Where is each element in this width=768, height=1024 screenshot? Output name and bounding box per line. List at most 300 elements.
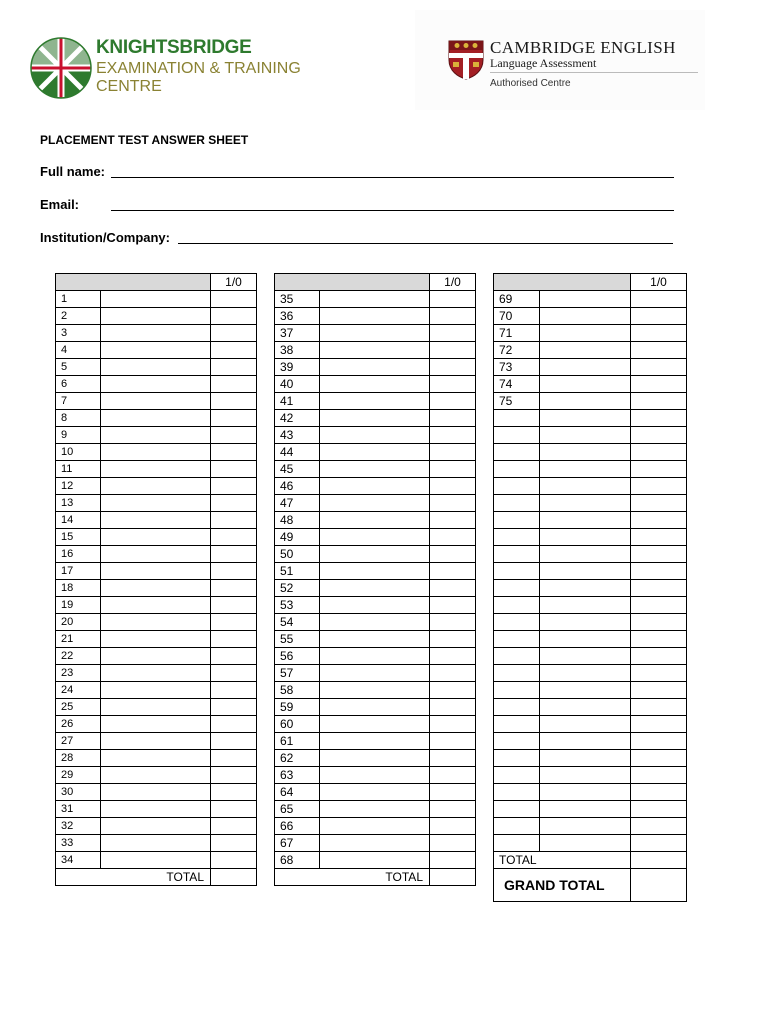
question-number: 41 xyxy=(275,393,320,410)
score-cell[interactable] xyxy=(430,461,476,478)
answer-cell[interactable] xyxy=(320,376,430,393)
answer-cell[interactable] xyxy=(540,699,631,716)
answer-cell[interactable] xyxy=(540,291,631,308)
table-row xyxy=(56,699,257,716)
score-cell[interactable] xyxy=(430,767,476,784)
score-cell[interactable] xyxy=(430,818,476,835)
answer-cell[interactable] xyxy=(540,835,631,852)
table-row xyxy=(56,801,257,818)
score-cell[interactable] xyxy=(211,529,257,546)
answer-cell[interactable] xyxy=(320,291,430,308)
score-cell[interactable] xyxy=(631,563,687,580)
question-number: 33 xyxy=(56,835,101,852)
answer-cell[interactable] xyxy=(320,818,430,835)
score-cell[interactable] xyxy=(631,665,687,682)
question-number: 29 xyxy=(56,767,101,784)
answer-cell[interactable] xyxy=(320,682,430,699)
table-row xyxy=(494,529,687,546)
question-number: 12 xyxy=(56,478,101,495)
answer-cell[interactable] xyxy=(540,495,631,512)
score-cell[interactable] xyxy=(430,529,476,546)
score-cell[interactable] xyxy=(430,342,476,359)
table-row xyxy=(56,750,257,767)
score-cell[interactable] xyxy=(430,631,476,648)
answer-cell[interactable] xyxy=(540,648,631,665)
table-row xyxy=(275,478,476,495)
answer-cell[interactable] xyxy=(540,376,631,393)
table-row xyxy=(275,716,476,733)
question-number xyxy=(494,784,540,801)
answer-cell[interactable] xyxy=(101,478,211,495)
score-cell[interactable] xyxy=(631,427,687,444)
question-number xyxy=(494,546,540,563)
score-cell[interactable] xyxy=(631,529,687,546)
score-cell[interactable] xyxy=(631,580,687,597)
score-cell[interactable] xyxy=(211,852,257,869)
table-row xyxy=(494,648,687,665)
score-cell[interactable] xyxy=(211,393,257,410)
full-name-field[interactable] xyxy=(111,177,674,178)
table-row xyxy=(275,767,476,784)
question-number: 19 xyxy=(56,597,101,614)
table-row xyxy=(275,631,476,648)
answer-cell[interactable] xyxy=(320,648,430,665)
answer-cell[interactable] xyxy=(320,427,430,444)
question-number: 58 xyxy=(275,682,320,699)
question-number: 62 xyxy=(275,750,320,767)
knightsbridge-tagline-2: CENTRE xyxy=(96,78,162,95)
score-cell[interactable] xyxy=(430,512,476,529)
score-cell[interactable] xyxy=(211,291,257,308)
answer-cell[interactable] xyxy=(101,682,211,699)
score-cell[interactable] xyxy=(211,767,257,784)
answer-table-3 xyxy=(493,273,687,902)
answer-cell[interactable] xyxy=(540,716,631,733)
answer-cell[interactable] xyxy=(101,699,211,716)
answer-cell[interactable] xyxy=(320,393,430,410)
answer-cell[interactable] xyxy=(320,699,430,716)
table-row xyxy=(56,682,257,699)
question-number: 32 xyxy=(56,818,101,835)
score-cell[interactable] xyxy=(430,801,476,818)
answer-cell[interactable] xyxy=(101,631,211,648)
question-number: 54 xyxy=(275,614,320,631)
answer-cell[interactable] xyxy=(540,427,631,444)
email-field[interactable] xyxy=(111,210,674,211)
cambridge-title: CAMBRIDGE ENGLISH xyxy=(490,38,676,57)
table-row xyxy=(275,665,476,682)
answer-cell[interactable] xyxy=(540,614,631,631)
cambridge-shield-icon xyxy=(448,40,484,80)
question-number: 64 xyxy=(275,784,320,801)
score-cell[interactable] xyxy=(631,801,687,818)
score-cell[interactable] xyxy=(430,597,476,614)
score-cell[interactable] xyxy=(430,291,476,308)
answer-cell[interactable] xyxy=(540,784,631,801)
score-cell[interactable] xyxy=(631,648,687,665)
score-cell[interactable] xyxy=(211,308,257,325)
answer-cell[interactable] xyxy=(540,359,631,376)
answer-cell[interactable] xyxy=(540,478,631,495)
answer-cell[interactable] xyxy=(101,495,211,512)
answer-cell[interactable] xyxy=(101,410,211,427)
answer-cell[interactable] xyxy=(540,325,631,342)
total-score-cell[interactable] xyxy=(631,852,687,869)
score-cell[interactable] xyxy=(430,393,476,410)
answer-cell[interactable] xyxy=(540,461,631,478)
answer-cell[interactable] xyxy=(101,818,211,835)
table-row xyxy=(494,716,687,733)
table-row xyxy=(275,699,476,716)
answer-cell[interactable] xyxy=(101,546,211,563)
score-cell[interactable] xyxy=(211,461,257,478)
table-row xyxy=(494,784,687,801)
question-number: 7 xyxy=(56,393,101,410)
score-cell[interactable] xyxy=(631,818,687,835)
score-cell[interactable] xyxy=(631,750,687,767)
table-row xyxy=(56,444,257,461)
answer-cell[interactable] xyxy=(101,648,211,665)
score-cell[interactable] xyxy=(211,512,257,529)
question-number: 14 xyxy=(56,512,101,529)
answer-cell[interactable] xyxy=(101,716,211,733)
table-row xyxy=(494,563,687,580)
answer-cell[interactable] xyxy=(101,597,211,614)
answer-cell[interactable] xyxy=(320,478,430,495)
answer-cell[interactable] xyxy=(320,733,430,750)
answer-cell[interactable] xyxy=(320,801,430,818)
answer-cell[interactable] xyxy=(320,410,430,427)
question-number xyxy=(494,410,540,427)
total-score-cell[interactable] xyxy=(430,869,476,886)
score-cell[interactable] xyxy=(211,410,257,427)
score-cell[interactable] xyxy=(211,750,257,767)
question-number: 10 xyxy=(56,444,101,461)
score-cell[interactable] xyxy=(211,444,257,461)
question-number xyxy=(494,767,540,784)
answer-cell[interactable] xyxy=(101,614,211,631)
table-row xyxy=(56,342,257,359)
question-number xyxy=(494,818,540,835)
score-cell[interactable] xyxy=(430,359,476,376)
answer-cell[interactable] xyxy=(320,444,430,461)
score-cell[interactable] xyxy=(631,308,687,325)
question-number: 8 xyxy=(56,410,101,427)
grand-total-label: GRAND TOTAL xyxy=(494,869,631,902)
question-number: 28 xyxy=(56,750,101,767)
score-cell[interactable] xyxy=(211,801,257,818)
question-number: 4 xyxy=(56,342,101,359)
answer-cell[interactable] xyxy=(101,665,211,682)
answer-cell[interactable] xyxy=(540,546,631,563)
answer-cell[interactable] xyxy=(101,291,211,308)
answer-cell[interactable] xyxy=(540,512,631,529)
answer-cell[interactable] xyxy=(101,342,211,359)
score-cell[interactable] xyxy=(430,410,476,427)
score-column-header: 1/0 xyxy=(211,274,257,291)
table-row xyxy=(275,342,476,359)
score-cell[interactable] xyxy=(631,393,687,410)
score-cell[interactable] xyxy=(211,631,257,648)
answer-cell[interactable] xyxy=(101,512,211,529)
table-row xyxy=(56,835,257,852)
question-number xyxy=(494,699,540,716)
table-row xyxy=(494,495,687,512)
answer-cell[interactable] xyxy=(320,359,430,376)
score-cell[interactable] xyxy=(430,614,476,631)
answer-cell[interactable] xyxy=(320,852,430,869)
table-row xyxy=(494,631,687,648)
answer-cell[interactable] xyxy=(320,563,430,580)
score-cell[interactable] xyxy=(211,427,257,444)
knightsbridge-name: KNIGHTSBRIDGE xyxy=(96,37,252,58)
table-row xyxy=(494,682,687,699)
question-number: 5 xyxy=(56,359,101,376)
question-number: 2 xyxy=(56,308,101,325)
grand-total-score-cell[interactable] xyxy=(631,869,687,902)
score-cell[interactable] xyxy=(211,325,257,342)
answer-cell[interactable] xyxy=(540,393,631,410)
score-cell[interactable] xyxy=(430,699,476,716)
score-cell[interactable] xyxy=(430,308,476,325)
table-row xyxy=(275,291,476,308)
question-number: 59 xyxy=(275,699,320,716)
table-row xyxy=(56,410,257,427)
answer-cell[interactable] xyxy=(540,529,631,546)
answer-cell[interactable] xyxy=(320,512,430,529)
answer-cell[interactable] xyxy=(101,376,211,393)
answer-cell[interactable] xyxy=(101,784,211,801)
score-cell[interactable] xyxy=(211,495,257,512)
answer-cell[interactable] xyxy=(320,665,430,682)
score-cell[interactable] xyxy=(211,376,257,393)
question-number xyxy=(494,631,540,648)
score-cell[interactable] xyxy=(631,682,687,699)
table-row xyxy=(494,359,687,376)
score-cell[interactable] xyxy=(211,614,257,631)
answer-cell[interactable] xyxy=(320,308,430,325)
answer-cell[interactable] xyxy=(540,750,631,767)
answer-cell[interactable] xyxy=(320,716,430,733)
answer-cell[interactable] xyxy=(320,461,430,478)
score-cell[interactable] xyxy=(211,546,257,563)
question-number xyxy=(494,563,540,580)
answer-cell[interactable] xyxy=(540,733,631,750)
score-cell[interactable] xyxy=(631,291,687,308)
score-cell[interactable] xyxy=(211,818,257,835)
score-cell[interactable] xyxy=(211,665,257,682)
score-cell[interactable] xyxy=(211,580,257,597)
score-cell[interactable] xyxy=(631,835,687,852)
score-cell[interactable] xyxy=(211,563,257,580)
answer-cell[interactable] xyxy=(540,410,631,427)
question-number: 35 xyxy=(275,291,320,308)
answer-cell[interactable] xyxy=(101,393,211,410)
answer-cell[interactable] xyxy=(540,767,631,784)
answer-cell[interactable] xyxy=(101,835,211,852)
header-shaded-cell xyxy=(494,274,631,291)
question-number: 66 xyxy=(275,818,320,835)
score-cell[interactable] xyxy=(430,444,476,461)
answer-cell[interactable] xyxy=(101,801,211,818)
score-cell[interactable] xyxy=(430,750,476,767)
question-number xyxy=(494,478,540,495)
total-score-cell[interactable] xyxy=(211,869,257,886)
score-cell[interactable] xyxy=(430,784,476,801)
cambridge-logo xyxy=(415,10,705,110)
answer-cell[interactable] xyxy=(540,563,631,580)
table-row xyxy=(275,750,476,767)
answer-cell[interactable] xyxy=(320,631,430,648)
answer-cell[interactable] xyxy=(320,325,430,342)
answer-cell[interactable] xyxy=(101,852,211,869)
score-cell[interactable] xyxy=(430,665,476,682)
table-row xyxy=(56,852,257,869)
score-cell[interactable] xyxy=(631,410,687,427)
answer-cell[interactable] xyxy=(540,818,631,835)
score-cell[interactable] xyxy=(430,835,476,852)
answer-cell[interactable] xyxy=(540,682,631,699)
table-row xyxy=(494,614,687,631)
table-row xyxy=(275,580,476,597)
score-cell[interactable] xyxy=(211,784,257,801)
table-row xyxy=(275,818,476,835)
score-cell[interactable] xyxy=(211,733,257,750)
header-shaded-cell xyxy=(275,274,430,291)
score-cell[interactable] xyxy=(211,835,257,852)
question-number: 13 xyxy=(56,495,101,512)
answer-cell[interactable] xyxy=(320,767,430,784)
score-cell[interactable] xyxy=(430,478,476,495)
answer-cell[interactable] xyxy=(320,614,430,631)
score-cell[interactable] xyxy=(211,359,257,376)
score-cell[interactable] xyxy=(430,427,476,444)
answer-cell[interactable] xyxy=(101,444,211,461)
answer-cell[interactable] xyxy=(101,767,211,784)
answer-cell[interactable] xyxy=(540,444,631,461)
score-cell[interactable] xyxy=(631,461,687,478)
answer-cell[interactable] xyxy=(320,546,430,563)
score-cell[interactable] xyxy=(211,648,257,665)
score-cell[interactable] xyxy=(430,376,476,393)
answer-cell[interactable] xyxy=(320,342,430,359)
answer-cell[interactable] xyxy=(540,631,631,648)
answer-cell[interactable] xyxy=(540,665,631,682)
answer-cell[interactable] xyxy=(320,784,430,801)
table-row xyxy=(494,461,687,478)
answer-cell[interactable] xyxy=(540,801,631,818)
answer-cell[interactable] xyxy=(540,597,631,614)
score-cell[interactable] xyxy=(631,784,687,801)
answer-cell[interactable] xyxy=(101,325,211,342)
answer-cell[interactable] xyxy=(320,750,430,767)
score-cell[interactable] xyxy=(631,699,687,716)
score-cell[interactable] xyxy=(631,716,687,733)
knightsbridge-wordmark xyxy=(96,38,301,95)
score-cell[interactable] xyxy=(631,597,687,614)
table-row xyxy=(56,478,257,495)
score-cell[interactable] xyxy=(631,512,687,529)
score-cell[interactable] xyxy=(430,563,476,580)
score-cell[interactable] xyxy=(211,716,257,733)
answer-cell[interactable] xyxy=(101,461,211,478)
table-row xyxy=(275,648,476,665)
score-cell[interactable] xyxy=(631,631,687,648)
question-number: 45 xyxy=(275,461,320,478)
table-row xyxy=(56,512,257,529)
score-cell[interactable] xyxy=(430,648,476,665)
score-cell[interactable] xyxy=(631,767,687,784)
answer-cell[interactable] xyxy=(320,835,430,852)
score-cell[interactable] xyxy=(631,342,687,359)
answer-cell[interactable] xyxy=(540,308,631,325)
score-cell[interactable] xyxy=(631,376,687,393)
score-cell[interactable] xyxy=(631,614,687,631)
answer-cell[interactable] xyxy=(101,750,211,767)
answer-cell[interactable] xyxy=(101,427,211,444)
table-row xyxy=(275,733,476,750)
cambridge-subtitle: Language Assessment xyxy=(490,56,597,70)
institution-field[interactable] xyxy=(178,243,673,244)
score-cell[interactable] xyxy=(430,716,476,733)
question-number xyxy=(494,665,540,682)
question-number xyxy=(494,444,540,461)
table-row xyxy=(494,597,687,614)
score-cell[interactable] xyxy=(430,580,476,597)
answer-cell[interactable] xyxy=(101,529,211,546)
answer-cell[interactable] xyxy=(101,733,211,750)
score-cell[interactable] xyxy=(211,597,257,614)
score-cell[interactable] xyxy=(631,495,687,512)
question-number: 31 xyxy=(56,801,101,818)
table-row xyxy=(56,818,257,835)
answer-cell[interactable] xyxy=(320,580,430,597)
institution-label: Institution/Company: xyxy=(40,230,170,245)
table-row xyxy=(56,393,257,410)
score-cell[interactable] xyxy=(631,478,687,495)
score-cell[interactable] xyxy=(430,495,476,512)
answer-cell[interactable] xyxy=(540,580,631,597)
score-cell[interactable] xyxy=(211,478,257,495)
answer-cell[interactable] xyxy=(320,495,430,512)
score-cell[interactable] xyxy=(631,733,687,750)
score-cell[interactable] xyxy=(430,852,476,869)
score-cell[interactable] xyxy=(211,699,257,716)
score-cell[interactable] xyxy=(430,546,476,563)
answer-cell[interactable] xyxy=(540,342,631,359)
score-cell[interactable] xyxy=(430,325,476,342)
answer-cell[interactable] xyxy=(101,563,211,580)
table-row xyxy=(494,767,687,784)
score-cell[interactable] xyxy=(631,359,687,376)
score-cell[interactable] xyxy=(430,733,476,750)
score-cell[interactable] xyxy=(211,342,257,359)
answer-cell[interactable] xyxy=(101,580,211,597)
answer-cell[interactable] xyxy=(101,308,211,325)
score-cell[interactable] xyxy=(631,546,687,563)
question-number: 16 xyxy=(56,546,101,563)
answer-cell[interactable] xyxy=(320,597,430,614)
table-row xyxy=(275,461,476,478)
answer-cell[interactable] xyxy=(101,359,211,376)
score-cell[interactable] xyxy=(430,682,476,699)
score-cell[interactable] xyxy=(211,682,257,699)
answer-cell[interactable] xyxy=(320,529,430,546)
score-cell[interactable] xyxy=(631,444,687,461)
question-number: 24 xyxy=(56,682,101,699)
score-cell[interactable] xyxy=(631,325,687,342)
table-row xyxy=(275,563,476,580)
